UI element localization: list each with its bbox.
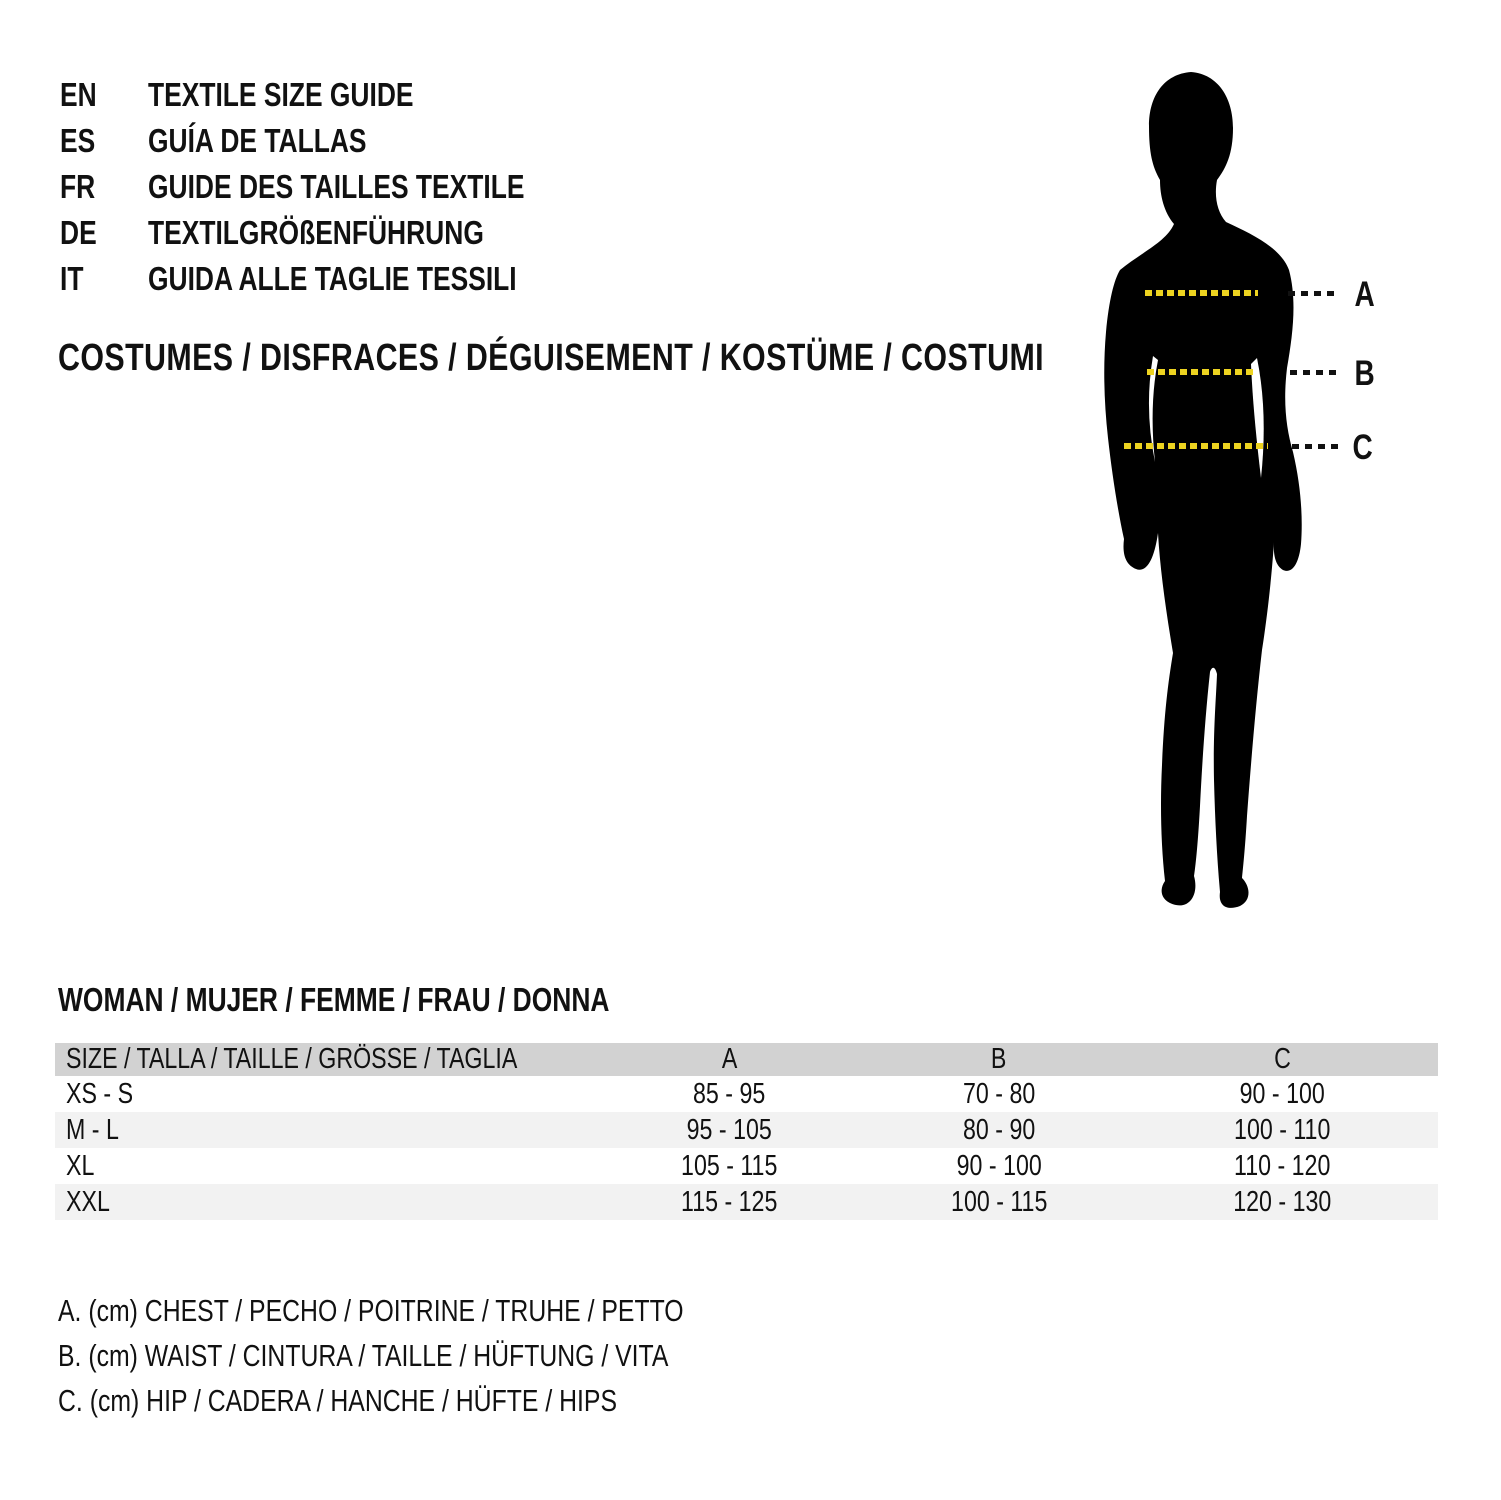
col-header-size: SIZE / TALLA / TAILLE / GRÖSSE / TAGLIA bbox=[66, 1043, 518, 1075]
language-row-it bbox=[60, 256, 619, 302]
col-header-b: B bbox=[991, 1043, 1007, 1075]
measure-label-c: C bbox=[1352, 428, 1373, 467]
cell-size: M - L bbox=[66, 1113, 119, 1146]
cell-b: 90 - 100 bbox=[956, 1149, 1042, 1182]
chest-line-connector bbox=[1288, 291, 1340, 296]
cell-size: XL bbox=[66, 1149, 95, 1182]
language-row-fr bbox=[60, 164, 619, 210]
cell-c: 90 - 100 bbox=[1239, 1077, 1325, 1110]
language-title: TEXTILGRÖßENFÜHRUNG bbox=[148, 214, 484, 251]
cell-a: 85 - 95 bbox=[693, 1077, 766, 1110]
col-header-c: C bbox=[1274, 1043, 1291, 1075]
language-code: IT bbox=[60, 260, 84, 297]
legend-hip: C. (cm) HIP / CADERA / HANCHE / HÜFTE / HIPS bbox=[58, 1382, 617, 1418]
table-row-xs-s bbox=[55, 1076, 1438, 1112]
language-title: GUÍA DE TALLAS bbox=[148, 122, 367, 159]
language-title: GUIDA ALLE TAGLIE TESSILI bbox=[148, 260, 517, 297]
section-title-woman: WOMAN / MUJER / FEMME / FRAU / DONNA bbox=[58, 981, 610, 1018]
cell-c: 100 - 110 bbox=[1234, 1113, 1331, 1146]
cell-a: 115 - 125 bbox=[681, 1185, 778, 1218]
legend-chest: A. (cm) CHEST / PECHO / POITRINE / TRUHE / PETTO bbox=[58, 1292, 684, 1328]
cell-size: XXL bbox=[66, 1185, 110, 1218]
measurement-legend bbox=[58, 1288, 840, 1423]
language-row-en bbox=[60, 72, 619, 118]
table-row-xxl bbox=[55, 1184, 1438, 1220]
language-code: FR bbox=[60, 168, 96, 205]
size-table-header-row bbox=[55, 1043, 1438, 1076]
cell-a: 105 - 115 bbox=[681, 1149, 778, 1182]
measure-label-b: B bbox=[1354, 354, 1375, 393]
hip-line-connector bbox=[1292, 444, 1338, 449]
cell-b: 100 - 115 bbox=[950, 1185, 1048, 1218]
table-row-m-l bbox=[55, 1112, 1438, 1148]
legend-waist: B. (cm) WAIST / CINTURA / TAILLE / HÜFTUNG / VITA bbox=[58, 1337, 669, 1373]
cell-b: 80 - 90 bbox=[962, 1113, 1035, 1146]
language-title: GUIDE DES TAILLES TEXTILE bbox=[148, 168, 525, 205]
cell-c: 110 - 120 bbox=[1234, 1149, 1331, 1182]
language-row-es bbox=[60, 118, 619, 164]
waist-line-connector bbox=[1290, 370, 1338, 375]
measure-label-a: A bbox=[1354, 275, 1375, 314]
cell-a: 95 - 105 bbox=[686, 1113, 772, 1146]
col-header-a: A bbox=[721, 1043, 737, 1075]
waist-line-on-body bbox=[1147, 369, 1255, 375]
language-code: ES bbox=[60, 122, 96, 159]
chest-line-on-body bbox=[1145, 290, 1258, 296]
woman-silhouette-figure bbox=[1090, 60, 1340, 930]
language-row-de bbox=[60, 210, 619, 256]
size-table bbox=[55, 1043, 1438, 1220]
cell-b: 70 - 80 bbox=[962, 1077, 1035, 1110]
cell-c: 120 - 130 bbox=[1233, 1185, 1332, 1218]
language-title: TEXTILE SIZE GUIDE bbox=[148, 76, 414, 113]
language-code: EN bbox=[60, 76, 97, 113]
language-title-list bbox=[60, 72, 619, 302]
woman-silhouette-icon bbox=[1090, 60, 1340, 930]
cell-size: XS - S bbox=[66, 1077, 134, 1110]
language-code: DE bbox=[60, 214, 97, 251]
table-row-xl bbox=[55, 1148, 1438, 1184]
category-title: COSTUMES / DISFRACES / DÉGUISEMENT / KOSTÜME / COSTUMI bbox=[58, 337, 1045, 379]
hip-line-on-body bbox=[1124, 443, 1268, 449]
